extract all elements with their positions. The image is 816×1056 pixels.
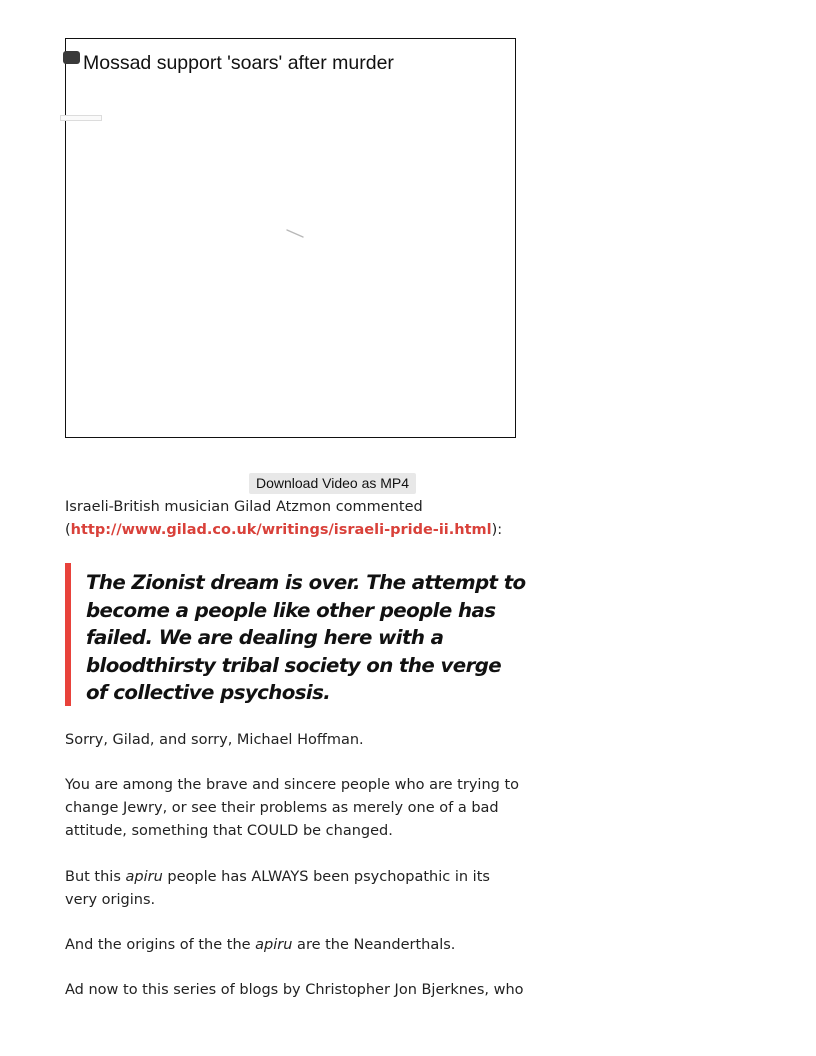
paragraph-psychopathic — [65, 866, 525, 912]
p4-italic-term: apiru — [255, 937, 293, 953]
video-badge-icon — [63, 51, 80, 64]
intro-close-paren: ): — [491, 522, 503, 538]
download-video-button[interactable]: Download Video as MP4 — [249, 473, 416, 494]
p3-italic-term: apiru — [125, 869, 163, 885]
paragraph-brave-people: You are among the brave and sincere people who are trying to change Jewry, or see their problems as merely one of a bad attitude, something that COULD be changed. — [65, 777, 520, 839]
p3-text-start: But this — [65, 869, 126, 885]
video-progress-bar[interactable] — [60, 115, 102, 121]
video-title: Mossad support 'soars' after murder — [83, 52, 394, 74]
intro-open-paren: ( — [65, 522, 71, 538]
paragraph-origins — [65, 934, 525, 957]
gilad-article-link[interactable]: http://www.gilad.co.uk/writings/israeli-pride-ii.html — [70, 522, 492, 538]
blockquote: The Zionist dream is over. The attempt to become a people like other people has failed. We are dealing here with a bloodthirsty tribal society on the verge of collective psychosis. — [86, 571, 526, 704]
paragraph-series-intro: Ad now to this series of blogs by Christopher Jon Bjerknes, who — [65, 982, 524, 998]
p4-text-start: And the origins of the the — [65, 937, 256, 953]
loading-spinner-icon — [286, 229, 304, 239]
p3-text-end: people has ALWAYS been psychopathic in its very origins. — [65, 869, 490, 908]
blockquote-accent-bar — [65, 563, 71, 706]
video-player[interactable] — [65, 38, 516, 438]
p4-text-end: are the Neanderthals. — [292, 937, 456, 953]
paragraph-apology: Sorry, Gilad, and sorry, Michael Hoffman. — [65, 732, 364, 748]
intro-text: Israeli-British musician Gilad Atzmon commented — [65, 499, 423, 515]
intro-paragraph — [65, 496, 525, 542]
